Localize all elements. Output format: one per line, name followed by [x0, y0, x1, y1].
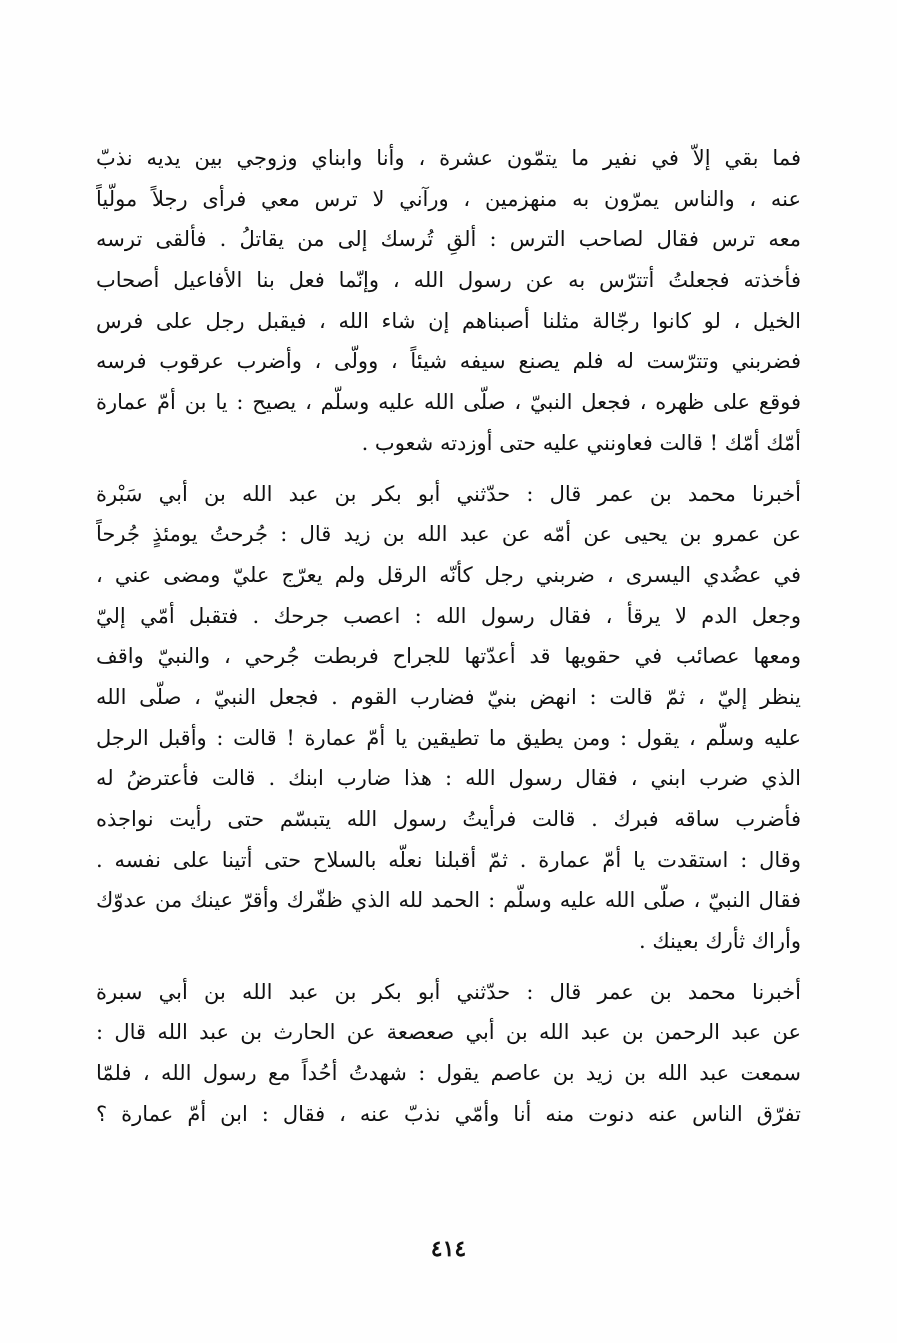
text-line: أمّك أمّك ! قالت فعاونني عليه حتى أوزدته شعوب . — [361, 430, 801, 455]
text-line: عنه ، والناس يمرّون به منهزمين ، ورآني لا ترس معي فرأى رجلاً مولّياً — [96, 186, 801, 211]
text-line: وجعل الدم لا يرقأ ، فقال رسول الله : اعصب جرحك . فتقبل أمّي إليّ — [96, 603, 801, 628]
text-line: فأخذته فجعلتُ أتترّس به عن رسول الله ، وإنّما فعل بنا الأفاعيل أصحاب — [96, 268, 801, 293]
text-line: أخبرنا محمد بن عمر قال : حدّثني أبو بكر بن عبد الله بن أبي سَبْرة — [96, 481, 801, 506]
text-line: تفرّق الناس عنه دنوت منه أنا وأمّي نذبّ عنه ، فقال : ابن أمّ عمارة ؟ — [96, 1101, 801, 1126]
page-number: ٤١٤ — [430, 1236, 467, 1262]
paragraph-1 — [96, 138, 801, 464]
text-line: وأراك ثأرك بعينك . — [638, 929, 801, 954]
text-line: فأضرب ساقه فبرك . قالت فرأيتُ رسول الله يتبسّم حتى رأيت نواجذه — [96, 807, 801, 831]
text-line: الذي ضرب ابني ، فقال رسول الله : هذا ضارب ابنك . قالت فأعترضُ له — [96, 766, 801, 791]
text-line: ومعها عصائب في حقويها قد أعدّتها للجراح فربطت جُرحي ، والنبيّ واقف — [96, 644, 801, 669]
text-line: عليه وسلّم ، يقول : ومن يطيق ما تطيقين يا أمّ عمارة ! قالت : وأقبل الرجل — [96, 725, 801, 750]
text-line: سمعت عبد الله بن زيد بن عاصم يقول : شهدتُ أحُداً مع رسول الله ، فلمّا — [96, 1061, 801, 1086]
text-line: فوقع على ظهره ، فجعل النبيّ ، صلّى الله عليه وسلّم ، يصيح : يا بن أمّ عمارة — [96, 390, 801, 415]
text-line: أخبرنا محمد بن عمر قال : حدّثني أبو بكر بن عبد الله بن أبي سبرة — [96, 979, 801, 1004]
paragraph-3 — [96, 972, 801, 1135]
text-line: فقال النبيّ ، صلّى الله عليه وسلّم : الحمد لله الذي ظفّرك وأقرّ عينك من عدوّك — [96, 888, 801, 913]
text-line: فما بقي إلاّ في نفير ما يتمّون عشرة ، وأنا وابناي وزوجي بين يديه نذبّ — [96, 146, 801, 170]
text-line: الخيل ، لو كانوا رجّالة مثلنا أصبناهم إن شاء الله ، فيقبل رجل على فرس — [96, 308, 801, 333]
text-line: في عضُدي اليسرى ، ضربني رجل كأنّه الرقل ولم يعرّج عليّ ومضى عني ، — [96, 562, 801, 587]
text-line: عن عبد الرحمن بن عبد الله بن أبي صعصعة عن الحارث بن عبد الله قال : — [96, 1020, 801, 1045]
text-line: ينظر إليّ ، ثمّ قالت : انهض بنيّ فضارب القوم . فجعل النبيّ ، صلّى الله — [96, 684, 801, 709]
body-text — [96, 138, 801, 1135]
text-line: معه ترس فقال لصاحب الترس : ألقِ تُرسك إلى من يقاتلُ . فألقى ترسه — [96, 227, 801, 252]
text-line: وقال : استقدت يا أمّ عمارة . ثمّ أقبلنا نعلّه بالسلاح حتى أتينا على نفسه . — [96, 847, 801, 872]
paragraph-2 — [96, 474, 801, 962]
text-line: فضربني وتترّست له فلم يصنع سيفه شيئاً ، وولّى ، وأضرب عرقوب فرسه — [96, 349, 801, 374]
text-line: عن عمرو بن يحيى عن أمّه عن عبد الله بن زيد قال : جُرحتُ يومئذٍ جُرحاً — [96, 522, 801, 547]
